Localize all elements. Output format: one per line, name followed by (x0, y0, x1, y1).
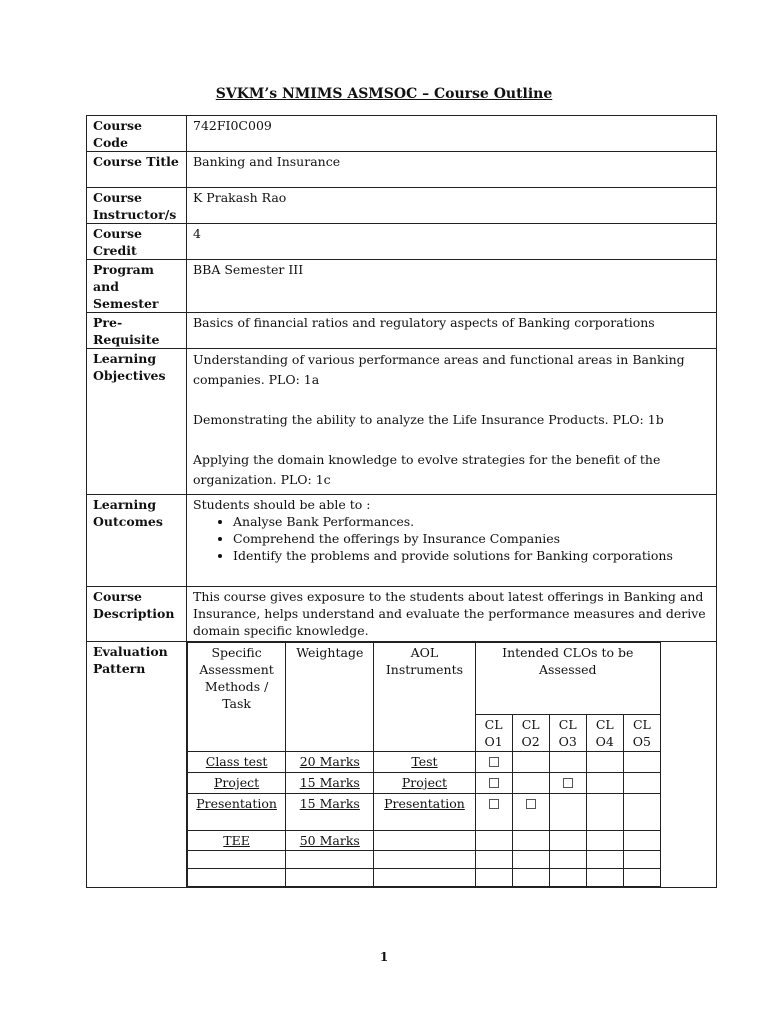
table-row (188, 851, 661, 869)
checkbox-icon (489, 757, 499, 767)
weight-cell: 50 Marks (286, 831, 374, 851)
empty-cell (374, 851, 475, 869)
row-course-title (87, 152, 717, 188)
empty-cell (188, 869, 286, 887)
weightage-header: Weightage (286, 643, 374, 752)
weight-cell: 20 Marks (286, 752, 374, 773)
page-number: 1 (379, 950, 389, 964)
course-code-value: 742FI0C009 (187, 116, 717, 152)
clo-cell (512, 752, 549, 773)
clo-cell (586, 773, 623, 794)
empty-cell (286, 851, 374, 869)
row-course-instructor (87, 188, 717, 224)
course-credit-value: 4 (187, 224, 717, 260)
learning-outcomes-value (187, 495, 717, 587)
clo-cell (549, 752, 586, 773)
row-evaluation-pattern (87, 642, 717, 888)
clo-cell (475, 773, 512, 794)
clo-header: CL O2 (512, 715, 549, 752)
course-instructor-value: K Prakash Rao (187, 188, 717, 224)
row-course-description (87, 587, 717, 642)
clo-cell (475, 794, 512, 831)
weight-cell: 15 Marks (286, 794, 374, 831)
empty-cell (586, 869, 623, 887)
weight-cell: 15 Marks (286, 773, 374, 794)
course-title-value: Banking and Insurance (187, 152, 717, 188)
row-prerequisite (87, 313, 717, 349)
empty-cell (188, 851, 286, 869)
aol-header: AOL Instruments (374, 643, 475, 752)
methods-header: Specific Assessment Methods / Task (188, 643, 286, 752)
empty-cell (623, 869, 660, 887)
clo-header: CL O3 (549, 715, 586, 752)
learning-objectives-label: Learning Objectives (87, 349, 187, 495)
row-course-credit (87, 224, 717, 260)
empty-cell (475, 869, 512, 887)
table-row (188, 831, 661, 851)
clo-cell (512, 794, 549, 831)
course-instructor-label: Course Instructor/s (87, 188, 187, 224)
clo-cell (549, 831, 586, 851)
course-description-value: This course gives exposure to the students about latest offerings in Banking and Insurance, helps understand and evaluate the performance measures and derive domain specific knowledge. (187, 587, 717, 642)
clo-cell (549, 794, 586, 831)
learning-outcomes-label: Learning Outcomes (87, 495, 187, 587)
clo-cell (623, 794, 660, 831)
clo-cell (586, 831, 623, 851)
aol-cell: Project (374, 773, 475, 794)
empty-cell (475, 851, 512, 869)
program-semester-label: Program and Semester (87, 260, 187, 313)
objective-item: Demonstrating the ability to analyze the Life Insurance Products. PLO: 1b (193, 412, 664, 427)
evaluation-pattern-cell (187, 642, 717, 888)
table-row (188, 869, 661, 887)
outcome-item: • Comprehend the offerings by Insurance Companies (233, 530, 711, 547)
row-learning-outcomes (87, 495, 717, 587)
clo-cell (623, 752, 660, 773)
course-credit-label: Course Credit (87, 224, 187, 260)
clo-header: CL O1 (475, 715, 512, 752)
task-cell: Presentation (188, 794, 286, 831)
course-outline-table (86, 115, 717, 888)
outcomes-intro: Students should be able to : (193, 497, 371, 512)
task-cell: Class test (188, 752, 286, 773)
course-code-label: Course Code (87, 116, 187, 152)
table-row (188, 773, 661, 794)
checkbox-icon (489, 778, 499, 788)
clo-cell (512, 831, 549, 851)
prerequisite-value: Basics of financial ratios and regulatory aspects of Banking corporations (187, 313, 717, 349)
evaluation-pattern-label: Evaluation Pattern (87, 642, 187, 888)
outcomes-list (193, 513, 711, 564)
row-program-semester (87, 260, 717, 313)
empty-cell (623, 851, 660, 869)
clo-cell (623, 831, 660, 851)
aol-cell: Test (374, 752, 475, 773)
table-row (188, 752, 661, 773)
clos-header: Intended CLOs to be Assessed (475, 643, 660, 715)
page-title: SVKM’s NMIMS ASMSOC – Course Outline (215, 86, 553, 102)
clo-cell (512, 773, 549, 794)
checkbox-icon (489, 799, 499, 809)
empty-cell (286, 869, 374, 887)
learning-objectives-value (187, 349, 717, 495)
clo-cell (475, 831, 512, 851)
clo-header: CL O5 (623, 715, 660, 752)
clo-header: CL O4 (586, 715, 623, 752)
empty-cell (512, 869, 549, 887)
empty-cell (549, 851, 586, 869)
clo-cell (586, 752, 623, 773)
task-cell: Project (188, 773, 286, 794)
empty-cell (374, 869, 475, 887)
row-course-code (87, 116, 717, 152)
evaluation-table (187, 642, 661, 887)
clo-cell (586, 794, 623, 831)
aol-cell: Presentation (374, 794, 475, 831)
table-row (188, 794, 661, 831)
objective-item: Applying the domain knowledge to evolve strategies for the benefit of the organization. PLO: 1c (193, 452, 661, 487)
empty-cell (586, 851, 623, 869)
aol-cell (374, 831, 475, 851)
empty-cell (512, 851, 549, 869)
clo-cell (623, 773, 660, 794)
course-title-label: Course Title (87, 152, 187, 188)
row-learning-objectives (87, 349, 717, 495)
clo-cell (475, 752, 512, 773)
checkbox-icon (526, 799, 536, 809)
checkbox-icon (563, 778, 573, 788)
empty-cell (549, 869, 586, 887)
objective-item: Understanding of various performance areas and functional areas in Banking companies. PLO: 1a (193, 352, 685, 387)
course-description-label: Course Description (87, 587, 187, 642)
outcome-item: • Identify the problems and provide solutions for Banking corporations (233, 547, 711, 564)
clo-cell (549, 773, 586, 794)
outcome-item: • Analyse Bank Performances. (233, 513, 711, 530)
task-cell: TEE (188, 831, 286, 851)
prerequisite-label: Pre-Requisite (87, 313, 187, 349)
program-semester-value: BBA Semester III (187, 260, 717, 313)
